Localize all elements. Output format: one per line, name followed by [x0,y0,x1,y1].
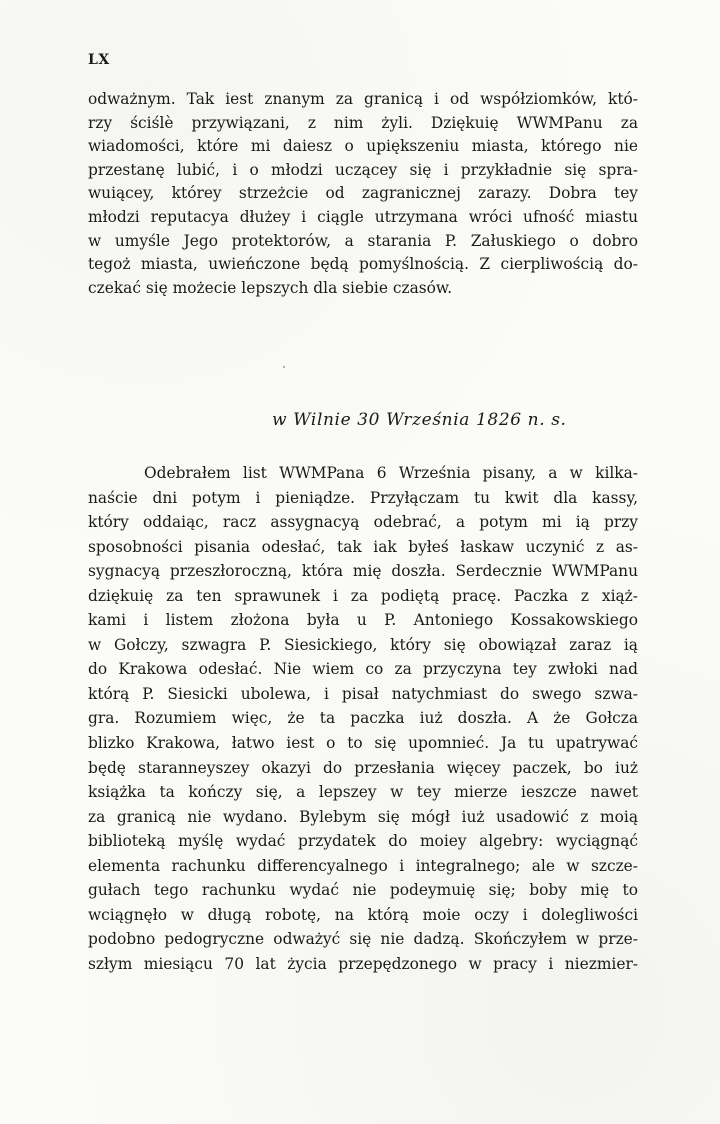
text-line: którą P. Siesicki ubolewa, i pisał natychmiast do swego szwa- [88,684,638,703]
text-line: gra. Rozumiem więc, że ta paczka iuż doszła. A że Gołcza [88,709,638,728]
text-line: wiadomości, które mi daiesz o upiększeniu miasta, którego nie [88,137,638,156]
letter-dateline: w Wilnie 30 Września 1826 n. s. [272,410,567,430]
text-line: naście dni potym i pieniądze. Przyłączam tu kwit dla kassy, [88,488,638,507]
text-line: będę staranneyszey okazyi do przesłania więcey paczek, bo iuż [88,758,638,777]
text-line: gułach tego rachunku wydać nie podeymuię się; boby mię to [88,881,638,900]
text-line: szłym miesiącu 70 lat życia przepędzonego w pracy i niezmier- [88,954,638,973]
text-line: sposobności pisania odesłać, tak iak byłeś łaskaw uczynić z as- [88,537,638,556]
text-line: w umyśle Jego protektorów, a starania P. Załuskiego o dobro [88,231,638,250]
text-line: blizko Krakowa, łatwo iest o to się upomnieć. Ja tu upatrywać [88,734,638,753]
text-line: podobno pedogryczne odważyć się nie dadzą. Skończyłem w prze- [88,930,638,949]
text-line: młodzi reputacya dłużey i ciągle utrzymana wróci ufność miastu [88,207,638,226]
text-line: dziękuię za ten sprawunek i za podiętą pracę. Paczka z xiąż- [88,586,638,605]
page-number: LX [88,52,110,68]
text-line: tegoż miasta, uwieńczone będą pomyślnością. Z cierpliwością do- [88,255,638,274]
text-line: czekać się możecie lepszych dla siebie czasów. [88,278,453,297]
text-line: przestanę lubić, i o młodzi uczącey się i przykładnie się spra- [88,160,638,179]
text-line: za granicą nie wydano. Bylebym się mógł iuż usadowić z moią [88,807,638,826]
text-line: sygnacyą przeszłoroczną, która mię doszła. Serdecznie WWMPanu [88,562,638,581]
text-line: do Krakowa odesłać. Nie wiem co za przyczyna tey zwłoki nad [88,660,638,679]
text-line: wciągnęło w długą robotę, na którą moie oczy i dolegliwości [88,905,638,924]
letter-1-paragraph [88,88,638,300]
text-line: który oddaiąc, racz assygnacyą odebrać, a potym mi ią przy [88,513,638,532]
text-line: wuiącey, którey strzeżcie od zagranicznej zarazy. Dobra tey [88,184,638,203]
text-line: rzy ściślè przywiązani, z nim żyli. Dziękuię WWMPanu za [88,113,638,132]
text-line: Odebrałem list WWMPana 6 Września pisany, a w kilka- [144,464,638,482]
text-line: książka ta kończy się, a lepszey w tey mierze ieszcze nawet [88,783,638,802]
letter-2-paragraph [88,461,638,976]
text-line: kami i listem złożona była u P. Antoniego Kossakowskiego [88,611,638,630]
text-line: elementa rachunku differencyalnego i integralnego; ale w szcze- [88,856,638,875]
ink-speck [283,366,285,368]
text-line: odważnym. Tak iest znanym za granicą i od współziomków, któ- [88,90,638,108]
text-line: biblioteką myślę wydać przydatek do moiey algebry: wyciągnąć [88,832,638,851]
text-line: w Gołczy, szwagra P. Siesickiego, który się obowiązał zaraz ią [88,635,638,654]
